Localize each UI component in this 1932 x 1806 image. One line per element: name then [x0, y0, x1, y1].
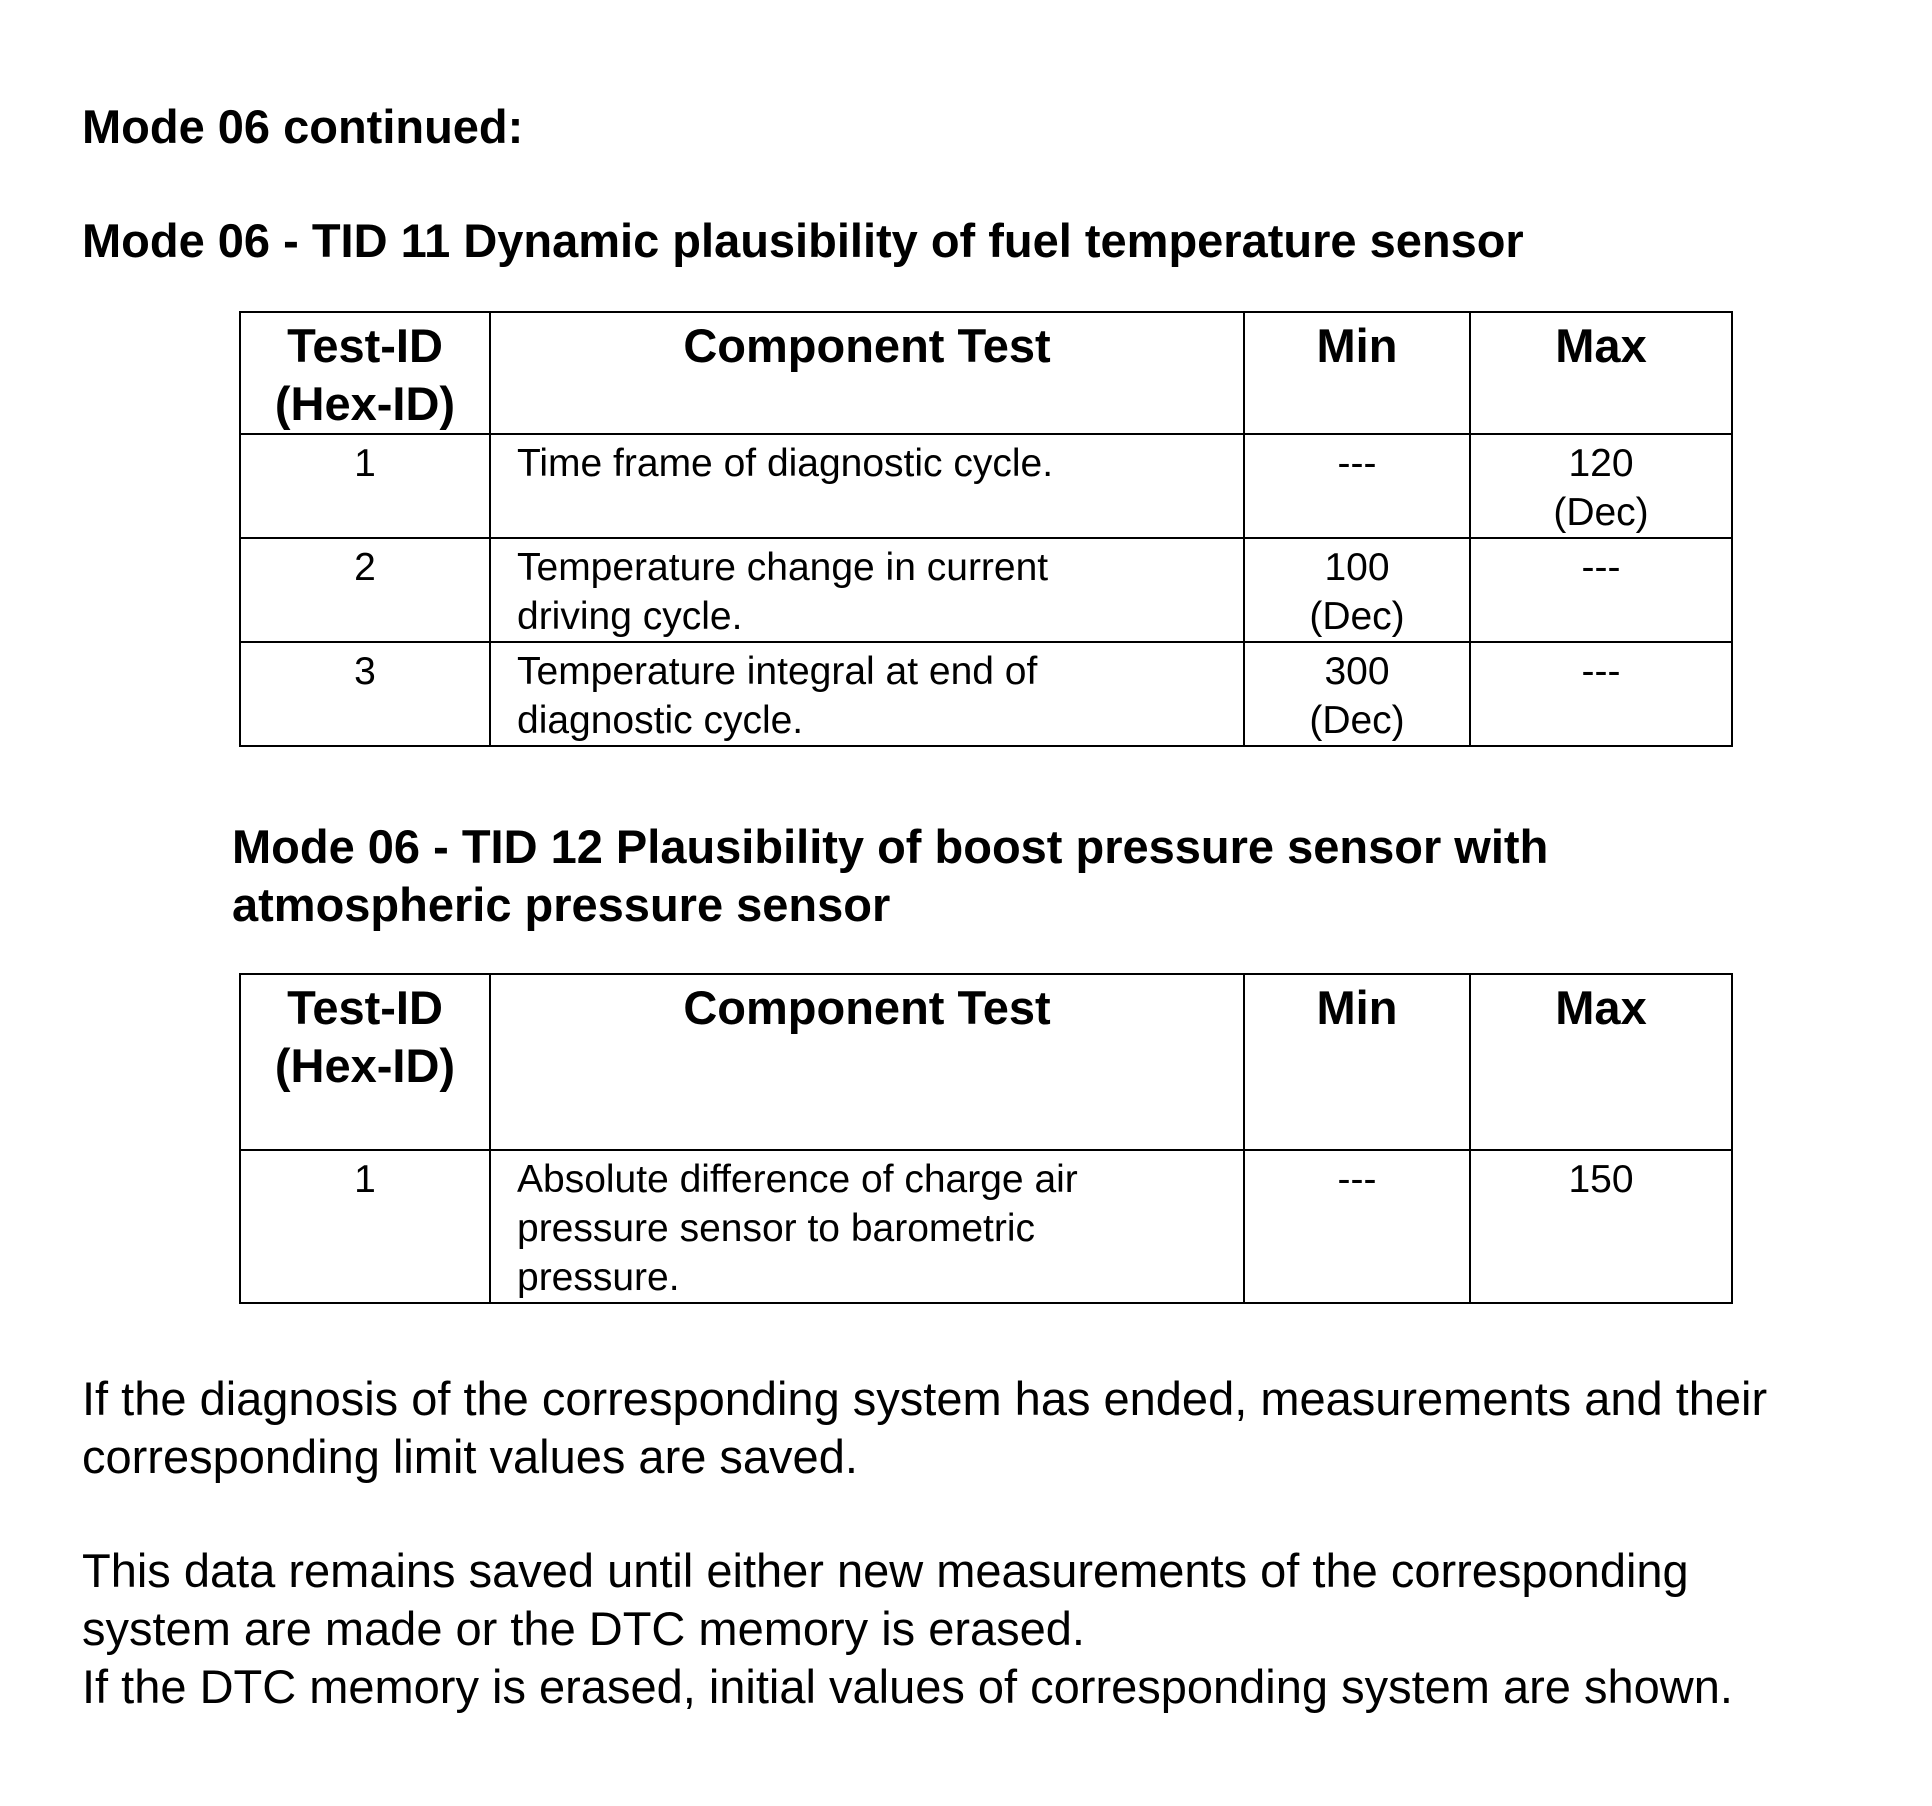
cell-min: ---: [1244, 1150, 1470, 1303]
cell-max: [1470, 434, 1732, 538]
table-row: [240, 538, 1732, 642]
header-min: Min: [1244, 312, 1470, 434]
cell-test-id: 3: [240, 642, 490, 746]
tid11-table: [239, 311, 1733, 747]
header-test-id: [240, 974, 490, 1150]
header-test-id: [240, 312, 490, 434]
cell-component-line1: Temperature integral at end of: [517, 650, 1038, 693]
cell-min: [1244, 538, 1470, 642]
cell-min-line1: 300: [1324, 650, 1390, 693]
section2-title: [232, 818, 1832, 934]
cell-max: [1470, 538, 1732, 642]
table-row: [240, 642, 1732, 746]
cell-max-line1: ---: [1581, 546, 1621, 589]
cell-component-line1: Temperature change in current: [517, 546, 1049, 589]
section1-title: Mode 06 - TID 11 Dynamic plausibility of fuel temperature sensor: [82, 214, 1524, 267]
paragraph-saved-values: [82, 1370, 1932, 1486]
cell-max-line1: ---: [1581, 650, 1621, 693]
table-row: [240, 1150, 1732, 1303]
cell-component: [490, 1150, 1244, 1303]
cell-max-line2: (Dec): [1553, 491, 1649, 534]
cell-min-line2: (Dec): [1309, 595, 1405, 638]
header-test-id-line1: Test-ID: [287, 981, 443, 1034]
header-max: Max: [1470, 974, 1732, 1150]
cell-component-line3: pressure.: [517, 1256, 680, 1299]
header-test-id-line2: (Hex-ID): [274, 377, 456, 430]
cell-component: [490, 642, 1244, 746]
cell-min: [1244, 642, 1470, 746]
paragraph-line: system are made or the DTC memory is erased.: [82, 1602, 1085, 1655]
cell-test-id: 1: [240, 1150, 490, 1303]
header-test-id-line1: Test-ID: [287, 319, 443, 372]
header-max: Max: [1470, 312, 1732, 434]
paragraph-line: If the diagnosis of the corresponding system has ended, measurements and their: [82, 1372, 1768, 1425]
paragraph-data-retention: [82, 1542, 1932, 1716]
cell-min-line2: (Dec): [1309, 699, 1405, 742]
section2-title-line1: Mode 06 - TID 12 Plausibility of boost pressure sensor with: [232, 820, 1549, 873]
paragraph-line: corresponding limit values are saved.: [82, 1430, 858, 1483]
table-header-row: [240, 974, 1732, 1150]
cell-min: [1244, 434, 1470, 538]
header-min: Min: [1244, 974, 1470, 1150]
tid12-table: [239, 973, 1733, 1304]
table-header-row: [240, 312, 1732, 434]
cell-max: [1470, 642, 1732, 746]
cell-component-line2: pressure sensor to barometric: [517, 1207, 1036, 1250]
section2-title-line2: atmospheric pressure sensor: [232, 878, 891, 931]
cell-component-line1: Absolute difference of charge air: [517, 1158, 1078, 1201]
cell-max-line1: 120: [1568, 442, 1634, 485]
paragraph-line: This data remains saved until either new measurements of the corresponding: [82, 1544, 1689, 1597]
header-component: Component Test: [490, 974, 1244, 1150]
table-row: [240, 434, 1732, 538]
cell-component: [490, 538, 1244, 642]
cell-component-line2: diagnostic cycle.: [517, 699, 804, 742]
cell-test-id: 2: [240, 538, 490, 642]
cell-min-line1: 100: [1324, 546, 1390, 589]
cell-test-id: 1: [240, 434, 490, 538]
cell-component-line1: Time frame of diagnostic cycle.: [517, 442, 1054, 485]
paragraph-line: If the DTC memory is erased, initial values of corresponding system are shown.: [82, 1660, 1733, 1713]
header-test-id-line2: (Hex-ID): [274, 1039, 456, 1092]
header-component: Component Test: [490, 312, 1244, 434]
cell-max: 150: [1470, 1150, 1732, 1303]
cell-component-line2: driving cycle.: [517, 595, 743, 638]
page-heading: Mode 06 continued:: [82, 100, 524, 153]
cell-min-line1: ---: [1337, 442, 1377, 485]
cell-component: [490, 434, 1244, 538]
